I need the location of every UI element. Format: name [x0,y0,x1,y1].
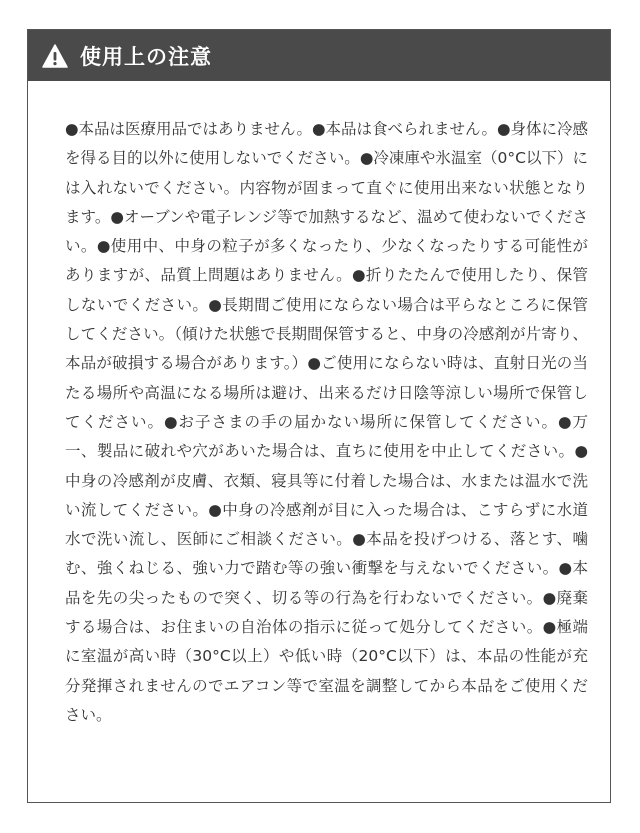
notice-title: 使用上の注意 [80,44,212,69]
warning-icon [42,44,68,68]
notice-body-text: ●本品は医療用品ではありません。●本品は食べられません。●身体に冷感を得る目的以外に使用しないでください。●冷凍庫や氷温室（0°C以下）には入れないでください。内容物が固まって直ぐに使用出来ない状態となります。●オーブンや電子レンジ等で加熱するなど、温めて使わないでください。●使用中、中身の粒子が多くなったり、少なくなったりする可能性がありますが、品質上問題はありません。●折りたたんで使用したり、保管しないでください。●長期間ご使用にならない場合は平らなところに保管してください。（傾けた状態で長期間保管すると、中身の冷感剤が片寄り、本品が破損する場合があります。）●ご使用にならない時は、直射日光の当たる場所や高温になる場所は避け、出来るだけ日陰等涼しい場所で保管してください。●お子さまの手の届かない場所に保管してください。●万一、製品に破れや穴があいた場合は、直ちに使用を中止してください。●中身の冷感剤が皮膚、衣類、寝具等に付着した場合は、水または温水で洗い流してください。●中身の冷感剤が目に入った場合は、こすらずに水道水で洗い流し、医師にご相談ください。●本品を投げつける、落とす、噛む、強くねじる、強い力で踏む等の強い衝撃を与えないでください。●本品を先の尖ったもので突く、切る等の行為を行わないでください。●廃棄する場合は、お住まいの自治体の指示に従って処分してください。●極端に室温が高い時（30°C以上）や低い時（20°C以下）は、本品の性能が充分発揮されませんのでエアコン等で室温を調整してから本品をご使用ください。 [65,120,588,724]
caution-notice-box [27,29,611,803]
notice-header [28,30,610,81]
